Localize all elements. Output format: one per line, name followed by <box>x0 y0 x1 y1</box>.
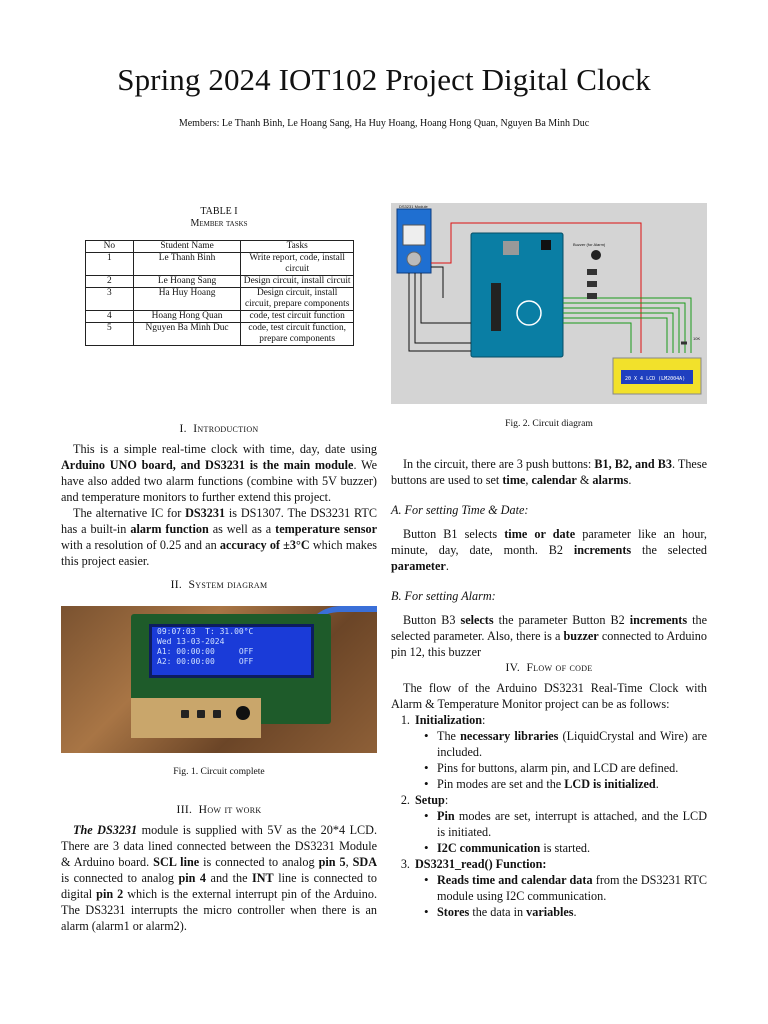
button-b2-symbol <box>587 281 597 287</box>
wire-green <box>563 308 679 353</box>
how-paragraph: The DS3231 module is supplied with 5V as the 20*4 LCD. There are 3 data lined connected between the DS3231 Module & Arduino board. SCL line is connected to analog pin 5, SDA is connected to analog pin 4 and the INT line is connected to digital pin 2 which is the external interrupt pin of the Arduino. The DS3231 interrupts the micro controller when there is an alarm (alarm1 or alarm2). <box>61 823 378 933</box>
section-title: How it work <box>198 803 262 816</box>
section-heading-flow-of-code <box>391 660 707 676</box>
lcd-line: A1: 00:00:00 OFF <box>157 647 254 656</box>
table-cell-name: Le Hoang Sang <box>133 276 241 288</box>
table-header-tasks: Tasks <box>241 241 354 253</box>
subsection-heading-alarm: B. For setting Alarm: <box>391 589 496 603</box>
list-item: • Pin modes are set and the LCD is initialized. <box>435 776 707 792</box>
wire-data <box>409 273 471 351</box>
fig1-caption: Fig. 1. Circuit complete <box>173 766 265 777</box>
table-cell-no: 5 <box>86 323 134 346</box>
table-cell-tasks: Write report, code, install circuit <box>241 253 354 276</box>
buzzer <box>236 706 250 720</box>
push-button <box>213 710 221 718</box>
button-b3-symbol <box>587 293 597 299</box>
wire-black <box>431 267 443 298</box>
intro-paragraph-2: The alternative IC for DS3231 is DS1307. The DS3231 RTC has a built-in alarm function as well as a temperature sensor with a resolution of 0.25 and an accuracy of ±3°C which makes this project easier. <box>61 506 378 568</box>
table-cell-tasks: Design circuit, install circuit, prepare components <box>241 288 354 311</box>
coin-battery <box>407 252 421 266</box>
flow-step-ds3231-read: 3. DS3231_read() Function: • Reads time and calendar data from the DS3231 RTC module using I2C communication. • Stores the data in variables. <box>413 856 707 920</box>
list-item: • I2C communication is started. <box>435 840 707 856</box>
wire-data <box>421 273 471 323</box>
wire-green <box>563 313 673 353</box>
atmega-chip <box>491 283 501 331</box>
list-item: • Pin modes are set, interrupt is attached, and the LCD is initiated. <box>435 808 707 840</box>
flow-step-setup: 2. Setup: • Pin modes are set, interrupt is attached, and the LCD is initiated. • I2C communication is started. <box>413 792 707 856</box>
push-button <box>197 710 205 718</box>
ds3231-read-bullets <box>435 872 707 920</box>
section-title: System diagram <box>188 578 268 591</box>
lcd-line: A2: 00:00:00 OFF <box>157 657 254 666</box>
how-it-work-section <box>61 802 377 934</box>
usb-port <box>503 241 519 255</box>
member-tasks-table <box>85 240 354 346</box>
table-row <box>86 288 354 311</box>
lcd-screen <box>149 624 314 678</box>
table-row <box>86 276 354 288</box>
push-button <box>181 710 189 718</box>
flow-step-initialization: 1. Initialization: • The necessary libraries (LiquidCrystal and Wire) are included. • Pins for buttons, alarm pin, and LCD are defined. • Pin modes are set and the LCD is initialized. <box>413 712 707 792</box>
table-row <box>86 253 354 276</box>
table-cell-name: Ha Huy Hoang <box>133 288 241 311</box>
table-cell-no: 1 <box>86 253 134 276</box>
buttons-paragraph: In the circuit, there are 3 push buttons: B1, B2, and B3. These buttons are used to set time, calendar & alarms. <box>391 457 707 487</box>
table-header-no: No <box>86 241 134 253</box>
fig2-caption: Fig. 2. Circuit diagram <box>505 418 593 429</box>
circuit-diagram <box>391 203 707 404</box>
table-title: Member tasks <box>190 218 248 229</box>
intro-section <box>61 421 377 593</box>
section-number: II. <box>170 578 183 591</box>
section-heading-system-diagram <box>61 577 377 593</box>
section-number: III. <box>176 803 193 816</box>
intro-paragraph-1: This is a simple real-time clock with time, day, date using Arduino UNO board, and DS3231 is the main module. We have also added two alarm functions (combine with 5V buzzer) and temperature monitors to further extend this project. <box>61 442 378 504</box>
table-cell-name: Le Thanh Binh <box>133 253 241 276</box>
setup-bullets <box>435 808 707 856</box>
table-header-name: Student Name <box>133 241 241 253</box>
table-cell-tasks: code, test circuit function, prepare components <box>241 323 354 346</box>
table-label: TABLE I <box>200 206 238 217</box>
table-cell-tasks: code, test circuit function <box>241 311 354 323</box>
buzzer-label: Buzzer (for Alarm) <box>573 242 606 247</box>
subsection-heading-time-date: A. For setting Time & Date: <box>391 503 529 517</box>
list-item: • Stores the data in variables. <box>435 904 707 920</box>
table-cell-tasks: Design circuit, install circuit <box>241 276 354 288</box>
circuit-photo <box>61 606 377 753</box>
lcd-module-label: 20 X 4 LCD (LM2004A) <box>625 376 686 382</box>
table-cell-name: Hoang Hong Quan <box>133 311 241 323</box>
section-title: Introduction <box>193 422 259 435</box>
wire-green <box>563 298 691 353</box>
lcd-line: Wed 13-03-2024 <box>157 637 225 646</box>
section-heading-how-it-work <box>61 802 377 818</box>
section-number: IV. <box>505 661 521 674</box>
flow-steps-list <box>413 712 707 920</box>
table-row <box>86 323 354 346</box>
table-row <box>86 311 354 323</box>
section-heading-introduction <box>61 421 377 437</box>
section-number: I. <box>179 422 187 435</box>
table-caption <box>61 206 377 230</box>
wire-green <box>563 323 631 353</box>
initialization-bullets <box>435 728 707 792</box>
resistor-label: 10K <box>693 336 701 341</box>
ds3231-chip <box>403 225 425 245</box>
table-cell-no: 2 <box>86 276 134 288</box>
button-b1-symbol <box>587 269 597 275</box>
members-line: Members: Le Thanh Binh, Le Hoang Sang, Ha Huy Hoang, Hoang Hong Quan, Nguyen Ba Minh Duc <box>178 118 590 129</box>
power-jack <box>541 240 551 250</box>
ds3231-label: DS3231 Module <box>399 204 428 209</box>
table-header-row <box>86 241 354 253</box>
paper-title: Spring 2024 IOT102 Project Digital Clock <box>117 62 651 97</box>
table-cell-no: 3 <box>86 288 134 311</box>
list-item: • Reads time and calendar data from the DS3231 RTC module using I2C communication. <box>435 872 707 904</box>
table-cell-no: 4 <box>86 311 134 323</box>
circuit-diagram-svg <box>391 203 707 404</box>
buzzer-symbol <box>591 250 601 260</box>
lcd-line: 09:07:03 T: 31.00°C <box>157 627 254 636</box>
time-date-paragraph: Button B1 selects time or date parameter like an hour, minute, day, date, month. B2 increments the selected parameter. <box>391 527 707 573</box>
flow-intro-paragraph: The flow of the Arduino DS3231 Real-Time Clock with Alarm & Temperature Monitor project can be as follows: <box>391 681 707 711</box>
section-title: Flow of code <box>526 661 593 674</box>
alarm-paragraph: Button B3 selects the parameter Button B2 increments the selected parameter. Also, there is a buzzer connected to Arduino pin 12, this buzzer <box>391 613 708 659</box>
list-item: • Pins for buttons, alarm pin, and LCD are defined. <box>435 760 707 776</box>
right-column-text <box>391 456 707 920</box>
list-item: • The necessary libraries (LiquidCrystal and Wire) are included. <box>435 728 707 760</box>
table-cell-name: Nguyen Ba Minh Duc <box>133 323 241 346</box>
